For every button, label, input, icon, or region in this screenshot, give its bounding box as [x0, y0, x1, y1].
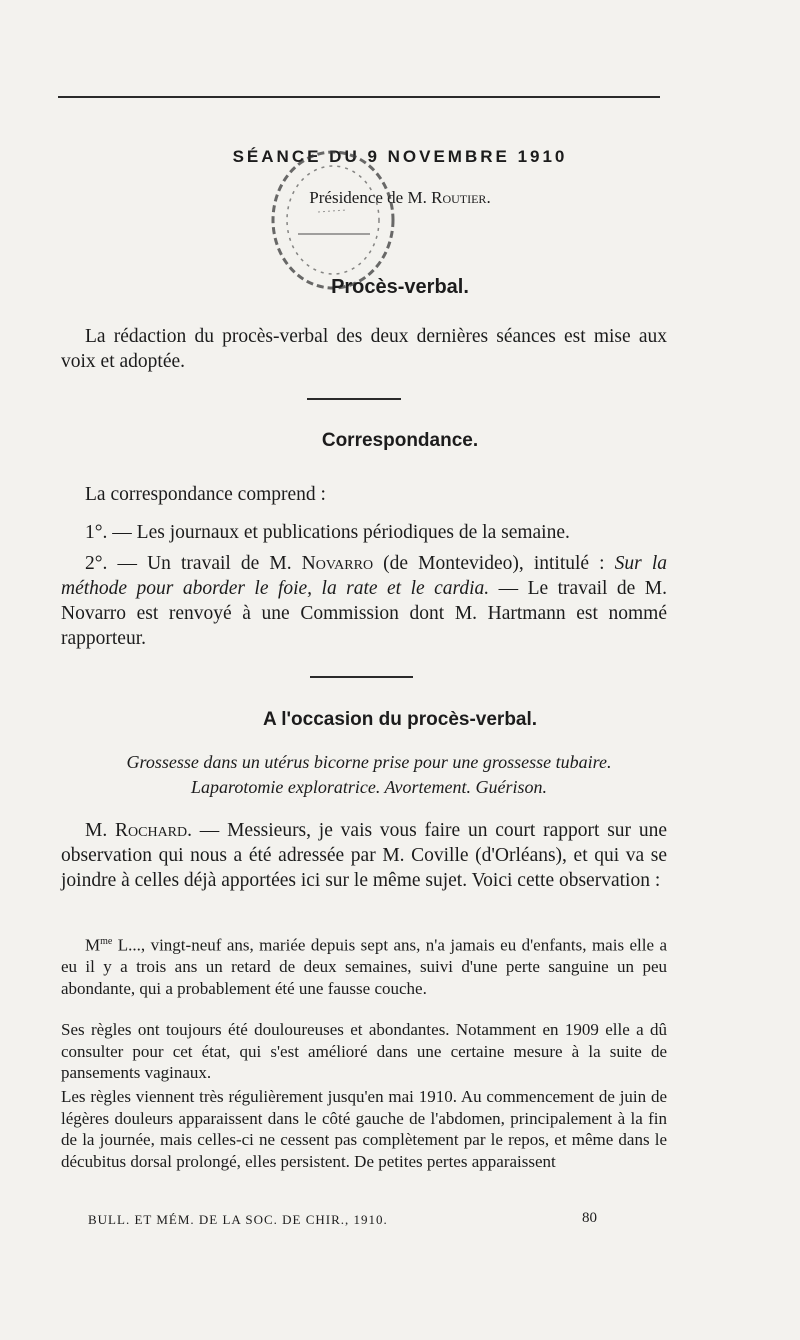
obs2-text: Ses règles ont toujours été douloureuses et abondantes. Notamment en 1909 elle a dû consulter pour cet état, qui s'est amélioré dans une certaine mesure à la suite de pansements vaginaux.: [61, 1020, 667, 1082]
obs3-text: Les règles viennent très régulièrement jusqu'en mai 1910. Au commencement de juin de légères douleurs apparaissent dans le côté gauche de l'abdomen, principalement à la fin de la journée, mais celles-ci ne cessent pas complètement par le repos, et même dans le décubitus dorsal prolongé, elles persistent. De petites pertes apparaissent: [61, 1087, 667, 1171]
observation-paragraph-2: [61, 1019, 667, 1084]
rochard-prefix: M.: [85, 820, 115, 841]
correspondance-item-2: [61, 551, 667, 651]
rochard-text: . — Messieurs, je vais vous faire un court rapport sur une observation qui nous a été adressée par M. Coville (d'Orléans), et qui va se joindre à celles déjà apportées ici sur le même sujet. Voici cette observation :: [61, 820, 667, 891]
proces-verbal-text: [61, 324, 667, 374]
proces-verbal-text-content: La rédaction du procès-verbal des deux dernières séances est mise aux voix et adoptée.: [61, 326, 667, 372]
observation-paragraph-1: [61, 931, 667, 999]
top-rule: [58, 96, 660, 98]
item2-part-c: — Le travail de M. Novarro est renvoyé à une Commission dont M. Hartmann est nommé rapporteur.: [61, 578, 667, 649]
case-subtitle-line-1: Grossesse dans un utérus bicorne prise pour une grossesse tubaire.: [126, 752, 612, 772]
item2-author-name: Novarro: [301, 553, 374, 574]
obs1-superscript: me: [100, 936, 113, 947]
occasion-title: A l'occasion du procès-verbal.: [262, 709, 538, 730]
seance-heading: SÉANCE DU 9 NOVEMBRE 1910: [232, 147, 568, 166]
item2-work-title: Sur la méthode pour aborder le foie, la rate et le cardia.: [61, 553, 667, 599]
president-name: Routier.: [431, 188, 491, 207]
separator: [310, 676, 413, 678]
page-number: 80: [582, 1210, 597, 1226]
presidence-prefix: Présidence de M.: [309, 188, 427, 207]
rochard-paragraph: [61, 818, 667, 893]
item2-part-b: (de Montevideo), intitulé :: [373, 553, 615, 574]
case-subtitle-line-2: Laparotomie exploratrice. Avortement. Guérison.: [191, 777, 547, 797]
correspondance-item-1: [61, 520, 667, 545]
item2-part-a: 2°. — Un travail de M.: [85, 553, 302, 574]
obs1-prefix: M: [85, 935, 101, 955]
proces-verbal-title: Procès-verbal.: [331, 276, 469, 298]
observation-paragraph-3: [61, 1086, 667, 1172]
correspondance-item-1-text: 1°. — Les journaux et publications périodiques de la semaine.: [85, 522, 570, 543]
obs1-text: L..., vingt-neuf ans, mariée depuis sept ans, n'a jamais eu d'enfants, mais elle a eu il y a trois ans un retard de deux semaines, suivi d'une perte sanguine un peu abondante, qui a probablement été une fausse couche.: [61, 935, 667, 998]
rochard-name: Rochard: [115, 820, 188, 841]
correspondance-title: Correspondance.: [321, 430, 479, 451]
correspondance-intro: [61, 482, 667, 507]
journal-footer: BULL. ET MÉM. DE LA SOC. DE CHIR., 1910.: [88, 1212, 388, 1227]
separator: [307, 398, 401, 400]
case-subtitle: [60, 750, 678, 800]
correspondance-intro-text: La correspondance comprend :: [85, 484, 326, 505]
